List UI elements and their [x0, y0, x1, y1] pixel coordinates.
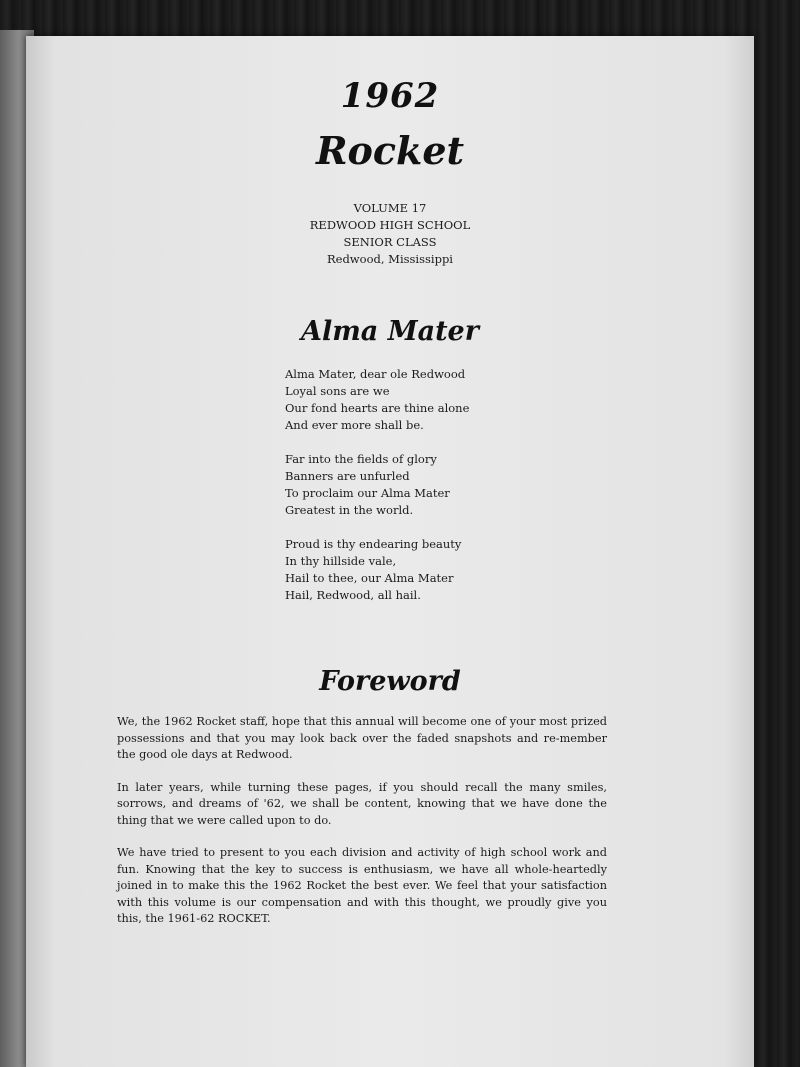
foreword-text — [117, 714, 607, 944]
poem-line: To proclaim our Alma Mater — [285, 486, 450, 500]
poem-stanza — [285, 451, 535, 519]
poem-line: In thy hillside vale, — [285, 554, 397, 568]
location-line: Redwood, Mississippi — [326, 252, 453, 266]
foreword-paragraph: We, the 1962 Rocket staff, hope that this annual will become one of your most prized possessions and that you may look back over the faded snapshots and re-member the good ole days at Redwood. — [117, 715, 607, 761]
poem-stanza — [285, 536, 535, 604]
foreword-paragraph: In later years, while turning these pages, if you should recall the many smiles, sorrows, and dreams of '62, we shall be content, knowing that we have done the thing that we were called upon to do. — [117, 780, 607, 827]
year-heading: 1962 — [340, 76, 440, 116]
poem-line: Hail, Redwood, all hail. — [285, 588, 421, 602]
poem-line: Alma Mater, dear ole Redwood — [285, 367, 466, 381]
yearbook-title: Rocket — [315, 128, 465, 173]
alma-mater-poem — [285, 366, 535, 621]
yearbook-page — [26, 36, 754, 1067]
poem-line: Far into the fields of glory — [285, 452, 437, 466]
poem-line: Our fond hearts are thine alone — [285, 401, 470, 415]
poem-stanza — [285, 366, 535, 434]
poem-line: Loyal sons are we — [285, 384, 390, 398]
school-info — [26, 200, 754, 268]
school-name-line: REDWOOD HIGH SCHOOL — [309, 218, 471, 232]
alma-mater-heading: Alma Mater — [301, 316, 479, 347]
poem-line: Banners are unfurled — [285, 469, 410, 483]
foreword-paragraph: We have tried to present to you each division and activity of high school work and fun. Knowing that the key to success is enthusiasm, we have all whole-heartedly joined in to make this the 1962 Rocket the best ever. We feel that your satisfaction with this volume is our compensation and with this thought, we proudly give you this, the 1961-62 ROCKET. — [117, 846, 607, 925]
foreword-heading: Foreword — [319, 666, 461, 697]
poem-line: And ever more shall be. — [285, 418, 424, 432]
poem-line: Hail to thee, our Alma Mater — [285, 571, 454, 585]
poem-line: Proud is thy endearing beauty — [285, 537, 462, 551]
volume-line: VOLUME 17 — [353, 201, 427, 215]
class-line: SENIOR CLASS — [343, 235, 437, 249]
poem-line: Greatest in the world. — [285, 503, 414, 517]
